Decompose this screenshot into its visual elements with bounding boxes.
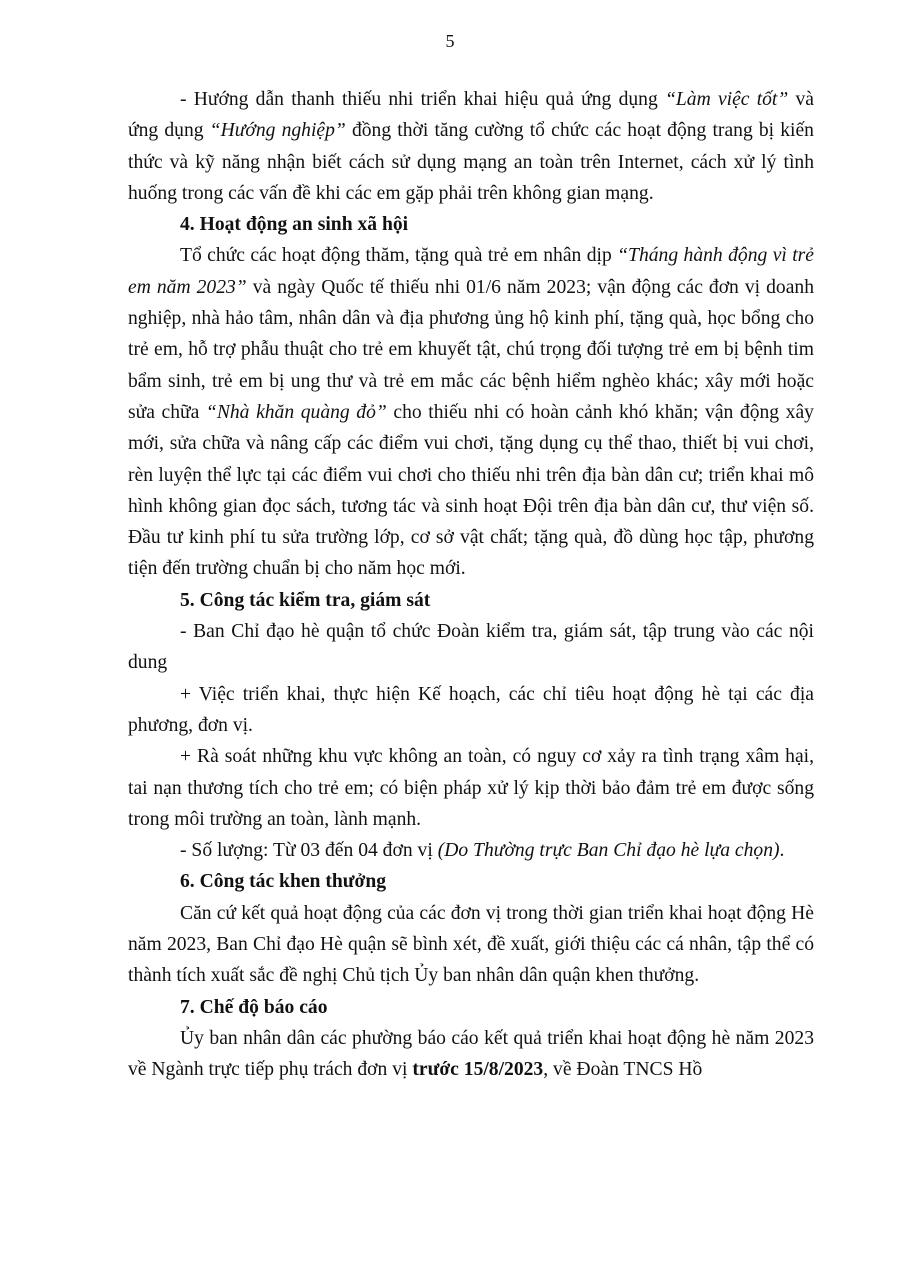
paragraph-inspection-quantity (128, 835, 814, 866)
text-run: và ứng dụng (128, 89, 814, 142)
italic-quote: “Làm việc tốt” (664, 89, 789, 110)
text-run: - Số lượng: Từ 03 đến 04 đơn vị (180, 840, 438, 862)
paragraph-reporting (128, 1023, 814, 1086)
paragraph-inspection-item-2: + Rà soát những khu vực không an toàn, có nguy cơ xảy ra tình trạng xâm hại, tai nạn thương tích cho trẻ em; có biện pháp xử lý kịp thời bảo đảm trẻ em được sống trong môi trường an toàn, lành mạnh. (128, 746, 814, 830)
italic-quote: “Hướng nghiệp” (209, 120, 346, 142)
paragraph-rewards: Căn cứ kết quả hoạt động của các đơn vị trong thời gian triển khai hoạt động Hè năm 2023, Ban Chỉ đạo Hè quận sẽ bình xét, đề xuất, giới thiệu các cá nhân, tập thể có thành tích xuất sắc đề nghị Chủ tịch Ủy ban nhân dân quận khen thưởng. (128, 902, 814, 987)
text-run: . (779, 840, 785, 862)
text-run: Ủy ban nhân dân các phường báo cáo kết quả triển khai hoạt động hè năm 2023 về Ngành trực tiếp phụ trách đơn vị (128, 1027, 814, 1081)
paragraph-app-guidance (128, 84, 814, 209)
paragraph-inspection-intro: - Ban Chỉ đạo hè quận tổ chức Đoàn kiểm tra, giám sát, tập trung vào các nội dung (128, 621, 814, 674)
document-body (128, 84, 814, 1086)
italic-quote: “Nhà khăn quàng đỏ” (205, 401, 387, 423)
page-number: 5 (445, 31, 455, 51)
bold-deadline: trước 15/8/2023 (412, 1059, 544, 1081)
text-run: Tổ chức các hoạt động thăm, tặng quà trẻ em nhân dịp (180, 245, 618, 267)
paragraph-inspection-item-1: + Việc triển khai, thực hiện Kế hoạch, các chỉ tiêu hoạt động hè tại các địa phương, đơn vị. (128, 683, 814, 736)
text-run: , về Đoàn TNCS Hồ (543, 1059, 703, 1081)
section-heading-social-welfare: 4. Hoạt động an sinh xã hội (180, 214, 409, 236)
text-run: đồng thời tăng cường tổ chức các hoạt động trang bị kiến thức và kỹ năng nhận biết cách sử dụng mạng an toàn trên Internet, cách xử lý tình huống trong các vấn đề khi các em gặp phải trên không gian mạng. (128, 120, 814, 204)
text-run: và ngày Quốc tế thiếu nhi 01/6 năm 2023; vận động các đơn vị doanh nghiệp, nhà hảo tâm, nhân dân và địa phương ủng hộ kinh phí, tặng quà, học bổng cho trẻ em, hỗ trợ phẫu thuật cho trẻ em khuyết tật, chú trọng đối tượng trẻ em bị bệnh tim bẩm sinh, trẻ em bị ung thư và trẻ em mắc các bệnh hiểm nghèo khác; xây mới hoặc sửa chữa (128, 276, 814, 423)
text-run: - Hướng dẫn thanh thiếu nhi triển khai hiệu quả ứng dụng (180, 89, 665, 110)
section-heading-inspection: 5. Công tác kiểm tra, giám sát (180, 589, 431, 611)
text-run: cho thiếu nhi có hoàn cảnh khó khăn; vận động xây mới, sửa chữa và nâng cấp các điểm vui chơi, tặng dụng cụ thể thao, thiết bị vui chơi, rèn luyện thể lực tại các điểm vui chơi cho thiếu nhi trên địa bàn dân cư; triển khai mô hình không gian đọc sách, tương tác và sinh hoạt Đội trên địa bàn dân cư, thư viện số. Đầu tư kinh phí tu sửa trường lớp, cơ sở vật chất; tặng quà, đồ dùng học tập, phương tiện đến trường chuẩn bị cho năm học mới. (128, 401, 814, 580)
section-heading-rewards: 6. Công tác khen thưởng (180, 871, 387, 893)
italic-note: (Do Thường trực Ban Chỉ đạo hè lựa chọn) (437, 840, 780, 862)
section-heading-reporting: 7. Chế độ báo cáo (180, 996, 328, 1018)
italic-quote: “Tháng hành động vì trẻ em năm 2023” (128, 245, 814, 298)
paragraph-social-welfare (128, 240, 814, 584)
